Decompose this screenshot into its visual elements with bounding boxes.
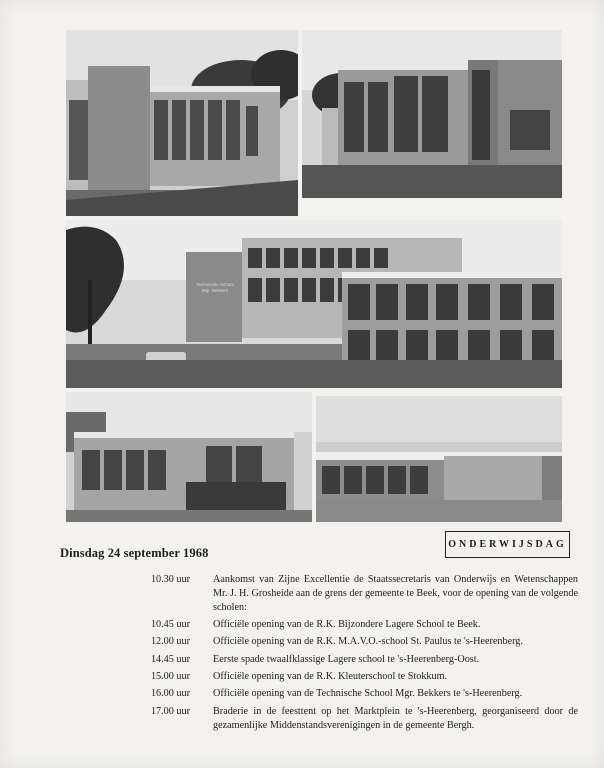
schedule-time: 15.00 uur xyxy=(150,671,190,682)
schedule-time: 16.00 uur xyxy=(150,688,190,699)
schedule-text: Officiële opening van de Technische School Mgr. Bekkers te 's-Heerenberg. xyxy=(213,688,523,699)
sign-line-1: Technische School xyxy=(196,282,234,287)
schedule-text: Officiële opening van de R.K. Kleuterschool te Stokkum. xyxy=(213,671,448,682)
schedule-text: Braderie in de feesttent op het Marktplein te 's-Heerenberg, georganiseerd door de gezamenlijke Middenstandsverenigingen in de gemeente Bergh. xyxy=(213,706,578,731)
sign-line-2: Mgr. Bekkers xyxy=(201,288,229,293)
schedule-text: Eerste spade twaalfklassige Lagere school te 's-Heerenberg-Oost. xyxy=(213,654,480,665)
photo-collage xyxy=(66,30,562,522)
building-sign xyxy=(188,282,242,294)
onderwijsdag-badge: ONDERWIJSDAG xyxy=(445,531,570,558)
photo-lagere-school-oost xyxy=(316,396,562,522)
schedule-time: 17.00 uur xyxy=(150,706,190,717)
schedule-text: Officiële opening van de R.K. Bijzondere Lagere School te Beek. xyxy=(213,619,481,630)
event-date: Dinsdag 24 september 1968 xyxy=(60,546,209,560)
photo-mavo-school xyxy=(302,30,562,198)
photo-technische-school xyxy=(66,220,562,388)
schedule-text: Officiële opening van de R.K. M.A.V.O.-school St. Paulus te 's-Heerenberg. xyxy=(213,636,523,647)
photo-school-beek xyxy=(66,30,298,216)
schedule-time: 10.45 uur xyxy=(150,619,190,630)
schedule-time: 10.30 uur xyxy=(150,574,190,585)
schedule-time: 12.00 uur xyxy=(150,636,190,647)
schedule-text: Aankomst van Zijne Excellentie de Staatssecretaris van Onderwijs en Wetenschappen Mr. J. H. Grosheide aan de grens der gemeente te Beek, voor de opening van de volgende scholen: xyxy=(213,574,578,613)
photo-kleuterschool xyxy=(66,392,312,522)
schedule-time: 14.45 uur xyxy=(150,654,190,665)
